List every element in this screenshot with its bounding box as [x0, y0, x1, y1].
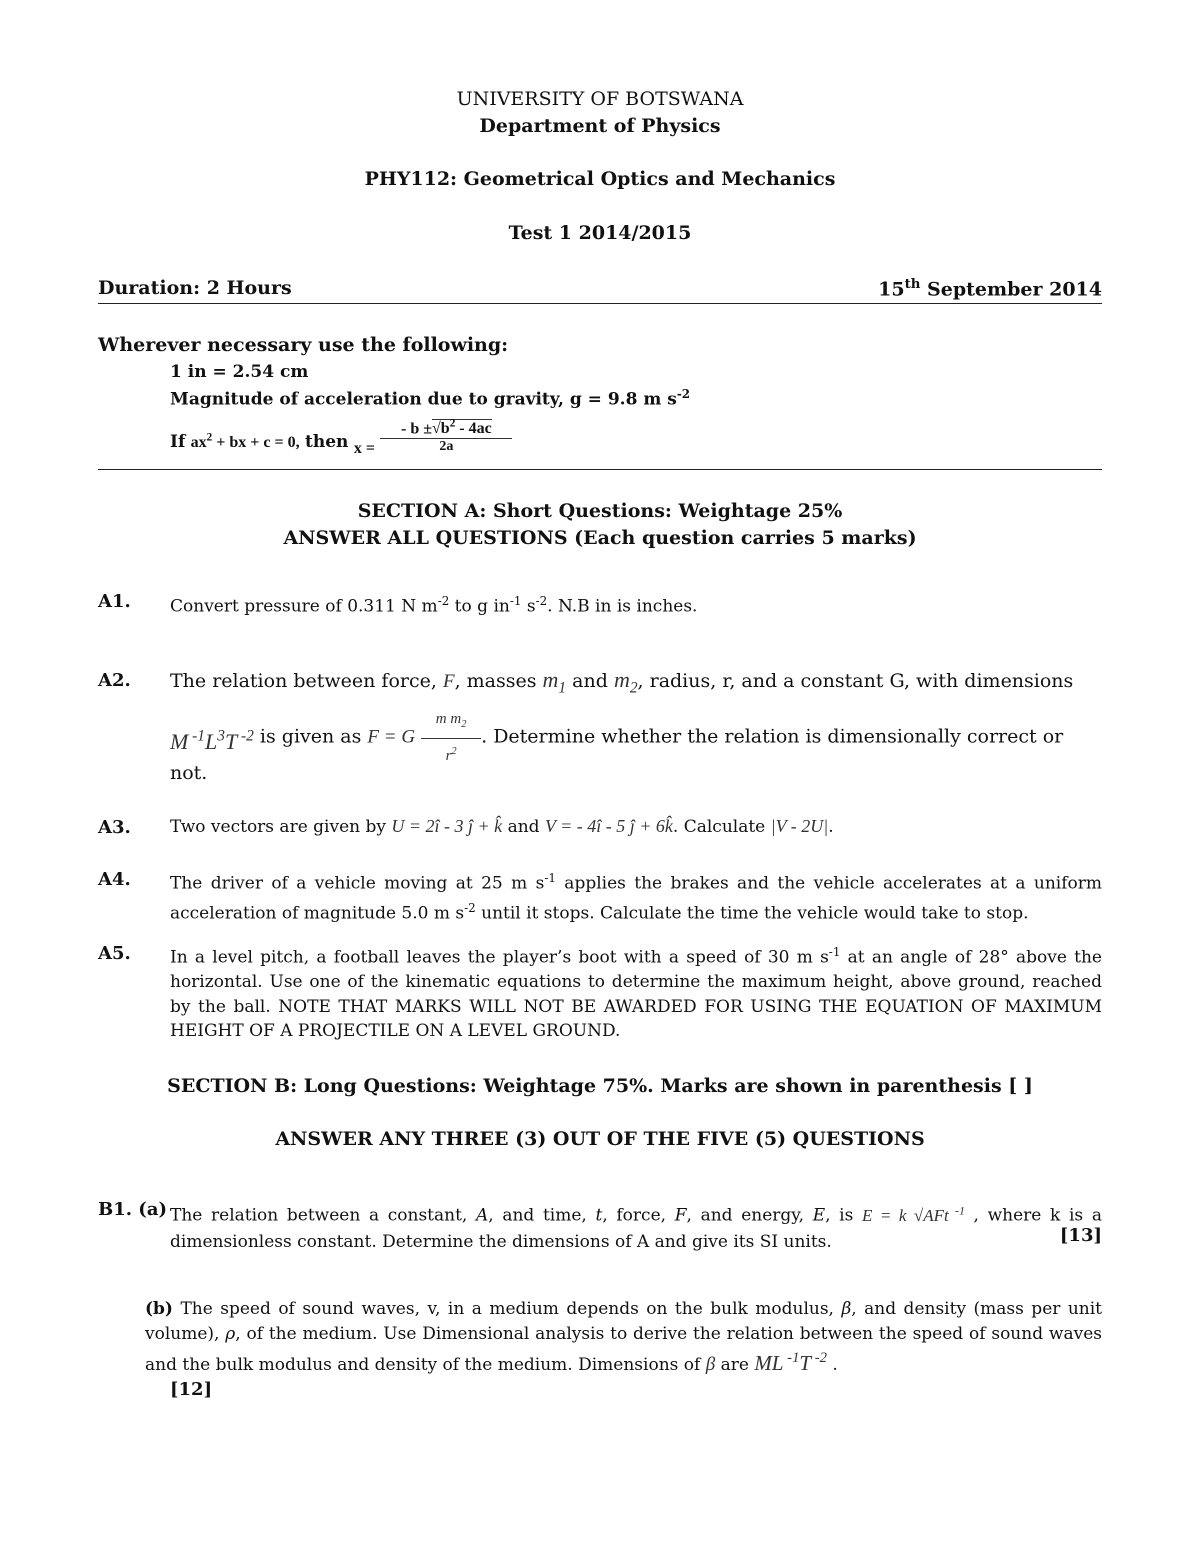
date-day: 15	[878, 278, 905, 301]
question-a2-line3: not.	[170, 762, 208, 784]
course-title: PHY112: Geometrical Optics and Mechanics	[364, 168, 836, 190]
quad-x: x =	[353, 440, 375, 458]
question-a2-line1: The relation between force, F, masses $m_1$ and $m_2$, radius, r, and a constant G, with dimensions	[170, 667, 1074, 697]
question-a2-line2: M $^{-1}L^3T$ $^{-2}$ is given as F = G $\frac{m m_2}{r^2}$ . Determine whether the relation is dimensionally correct or	[170, 706, 1102, 752]
question-a3-label: A3.	[98, 817, 131, 838]
test-title: Test 1 2014/2015	[508, 222, 692, 244]
quad-fraction	[380, 418, 512, 455]
question-b1a-label: (a)	[138, 1199, 167, 1220]
university-name: UNIVERSITY OF BOTSWANA	[456, 88, 744, 110]
constant-gravity	[170, 387, 690, 410]
a2-equation-lhs: F = G	[367, 726, 416, 748]
question-b1-label: B1. (a)	[98, 1199, 167, 1220]
question-a4-label: A4.	[98, 869, 131, 890]
test-date	[878, 277, 1102, 300]
question-a1-text: Convert pressure of 0.311 N $m^{-2}$ to g $in^{-1}$ $s^{-2}$. N.B in is inches.	[170, 594, 698, 617]
date-rest: September 2014	[920, 278, 1102, 301]
magnitude-expression: |V - 2U|	[770, 816, 829, 836]
question-a2-label: A2.	[98, 670, 131, 691]
department-name: Department of Physics	[479, 115, 721, 137]
question-a3-text: Two vectors are given by U = 2î - 3 ĵ + k̂ and V = - 4î - 5 ĵ + 6k̂. Calculate |V - 2U|.	[170, 816, 834, 837]
question-b1b-text: (b) The speed of sound waves, v, in a medium depends on the bulk modulus, β, and density (mass per unit volume), ρ, of the medium. Use Dimensional analysis to derive the relation between the speed of sound waves and the bulk modulus and density of the medium. Dimensions of β are ML $^{-1}$T $^{-2}$ .	[145, 1299, 1103, 1375]
question-b1b-label: (b)	[145, 1299, 173, 1319]
constants-divider	[98, 469, 1102, 470]
section-b-title: SECTION B: Long Questions: Weightage 75%. Marks are shown in parenthesis [ ]	[167, 1075, 1033, 1097]
question-b1b-marks: [12]	[170, 1379, 213, 1400]
gravity-exponent: -2	[676, 387, 691, 401]
question-a1-label: A1.	[98, 591, 131, 612]
gravity-text: Magnitude of acceleration due to gravity, g = 9.8 m s	[170, 389, 677, 410]
constants-intro: Wherever necessary use the following:	[98, 334, 509, 356]
header-divider	[98, 303, 1102, 304]
constant-inch: 1 in = 2.54 cm	[170, 362, 309, 382]
vector-u: U = 2î - 3 ĵ + k̂	[391, 816, 503, 836]
quad-denominator: 2a	[439, 439, 454, 455]
question-a5-label: A5.	[98, 943, 131, 964]
a2-equation-fraction: $\frac{m m_2}{r^2}$	[421, 706, 481, 769]
vector-v: V = - 4î - 5 ĵ + 6k̂	[544, 816, 673, 836]
question-b1a-text: The relation between a constant, A, and time, t, force, F, and energy, E, is E = k √AFt $^{-1}$ , where k is a dimensionless constant. Determine the dimensions of A and give its SI units.	[170, 1203, 1102, 1252]
duration: Duration: 2 Hours	[98, 277, 292, 299]
section-b-instruction: ANSWER ANY THREE (3) OUT OF THE FIVE (5) QUESTIONS	[275, 1128, 925, 1150]
quad-if: If	[170, 432, 186, 453]
b1a-equation: E = k √AFt $^{-1}$	[862, 1203, 965, 1225]
quad-lhs: $ax^2$ + bx + c = 0,	[190, 431, 300, 452]
date-suffix: th	[904, 277, 921, 292]
section-a-title: SECTION A: Short Questions: Weightage 25%	[357, 500, 843, 522]
quad-numerator: - $b \pm√b^2 - 4ac$	[380, 418, 512, 439]
a2-dimensions: M $^{-1}L^3T$ $^{-2}$	[170, 727, 254, 754]
beta-dimensions: ML $^{-1}$T $^{-2}$	[754, 1350, 828, 1375]
question-a4-text: The driver of a vehicle moving at 25 m $s^{-1}$ applies the brakes and the vehicle accelerates at a uniform acceleration of magnitude 5.0 m $s^{-2}$ until it stops. Calculate the time the vehicle would take to stop.	[170, 871, 1102, 924]
section-a-instruction: ANSWER ALL QUESTIONS (Each question carries 5 marks)	[283, 527, 917, 549]
quad-then: then	[305, 432, 349, 453]
quadratic-formula	[170, 418, 512, 468]
question-b1a-marks: [13]	[1059, 1225, 1102, 1246]
question-a5-text: In a level pitch, a football leaves the player’s boot with a speed of 30 m $s^{-1}$ at an angle of 28° above the horizontal. Use one of the kinematic equations to determine the maximum height, above ground, reached by the ball. NOTE THAT MARKS WILL NOT BE AWARDED FOR USING THE EQUATION OF MAXIMUM HEIGHT OF A PROJECTILE ON A LEVEL GROUND.	[170, 945, 1102, 1042]
